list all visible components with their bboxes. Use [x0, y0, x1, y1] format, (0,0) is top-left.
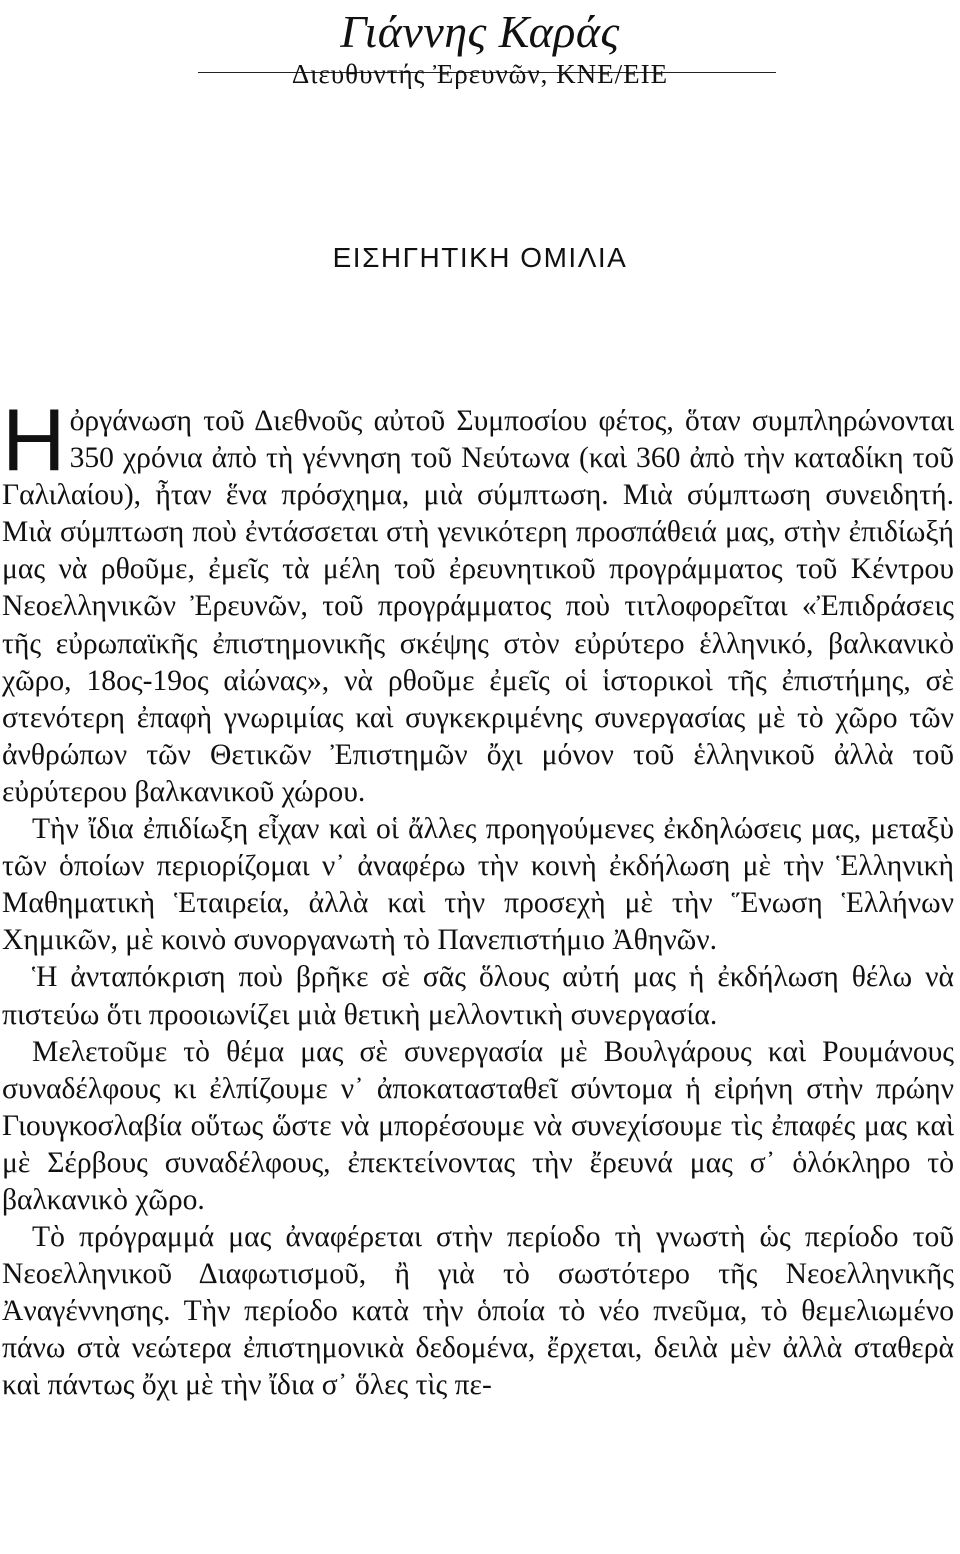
- author-affiliation: Διευθυντής Ἐρευνῶν, ΚΝΕ/ΕΙΕ: [291, 59, 669, 89]
- paragraph-1-text: ὀργάνωση τοῦ Διεθνοῦς αὐτοῦ Συμποσίου φέτος, ὅταν συμπληρώνονται 350 χρόνια ἀπὸ τὴ γέννηση τοῦ Νεύτωνα (καὶ 360 ἀπὸ τὴν καταδίκη τοῦ Γαλιλαίου), ἦταν ἕνα πρόσχημα, μιὰ σύμπτωση. Μιὰ σύμπτωση συνειδητή. Μιὰ σύμπτωση ποὺ ἐντάσσεται στὴ γενικότερη προσπάθειά μας, στὴν ἐπιδίωξή μας νὰ ρθοῦμε, ἐμεῖς τὰ μέλη τοῦ ἐρευνητικοῦ προγράμματος τοῦ Κέντρου Νεοελληνικῶν Ἐρευνῶν, τοῦ προγράμματος ποὺ τιτλοφορεῖται «Ἐπιδράσεις τῆς εὐρωπαϊκῆς ἐπιστημονικῆς σκέψης στὸν εὐρύτερο ἑλληνικό, βαλκανικὸ χῶρο, 18ος-19ος αἰώνας», νὰ ρθοῦμε ἐμεῖς οἱ ἱστορικοὶ τῆς ἐπιστήμης, σὲ στενότερη ἐπαφὴ γνωριμίας καὶ συγκεκριμένης συνεργασίας μὲ τὸ χῶρο τῶν ἀνθρώπων τῶν Θετικῶν Ἐπιστημῶν ὄχι μόνον τοῦ ἑλληνικοῦ ἀλλὰ τοῦ εὐρύτερου βαλκανικοῦ χώρου.: [2, 405, 954, 808]
- paragraph-1: [2, 390, 954, 811]
- section-title: ΕΙΣΗΓΗΤΙΚΗ ΟΜΙΛΙΑ: [332, 242, 628, 273]
- body-text: [2, 390, 954, 1405]
- author-name: Γιάννης Καράς: [340, 6, 620, 57]
- drop-cap: Η: [2, 390, 66, 489]
- paragraph-2: Τὴν ἴδια ἐπιδίωξη εἶχαν καὶ οἱ ἄλλες προηγούμενες ἐκδηλώσεις μας, μεταξὺ τῶν ὁποίων περιορίζομαι ν᾽ ἀναφέρω τὴν κοινὴ ἐκδήλωση μὲ τὴν Ἑλληνικὴ Μαθηματικὴ Ἑταιρεία, ἀλλὰ καὶ τὴν προσεχὴ μὲ τὴν Ἕνωση Ἑλλήνων Χημικῶν, μὲ κοινὸ συνοργανωτὴ τὸ Πανεπιστήμιο Ἀθηνῶν.: [2, 813, 954, 957]
- paragraph-5: Τὸ πρόγραμμά μας ἀναφέρεται στὴν περίοδο τὴ γνωστὴ ὡς περίοδο τοῦ Νεοελληνικοῦ Διαφωτισμοῦ, ἢ γιὰ τὸ σωστότερο τῆς Νεοελληνικῆς Ἀναγέννησης. Τὴν περίοδο κατὰ τὴν ὁποία τὸ νέο πνεῦμα, τὸ θεμελιωμένο πάνω στὰ νεώτερα ἐπιστημονικὰ δεδομένα, ἔρχεται, δειλὰ μὲν ἀλλὰ σταθερὰ καὶ πάντως ὄχι μὲ τὴν ἴδια σ᾽ ὅλες τὶς πε-: [2, 1221, 954, 1402]
- paragraph-3: Ἡ ἀνταπόκριση ποὺ βρῆκε σὲ σᾶς ὅλους αὐτή μας ἡ ἐκδήλωση θέλω νὰ πιστεύω ὅτι προοιωνίζει μιὰ θετικὴ μελλοντικὴ συνεργασία.: [2, 961, 954, 1031]
- paragraph-4: Μελετοῦμε τὸ θέμα μας σὲ συνεργασία μὲ Βουλγάρους καὶ Ρουμάνους συναδέλφους κι ἐλπίζουμε ν᾽ ἀποκατασταθεῖ σύντομα ἡ εἰρήνη στὴν πρώην Γιουγκοσλαβία οὕτως ὥστε νὰ μπορέσουμε νὰ συνεχίσουμε τὶς ἐπαφές μας καὶ μὲ Σέρβους συναδέλφους, ἐπεκτείνοντας τὴν ἔρευνά μας σ᾽ ὁλόκληρο τὸ βαλκανικὸ χῶρο.: [2, 1035, 954, 1216]
